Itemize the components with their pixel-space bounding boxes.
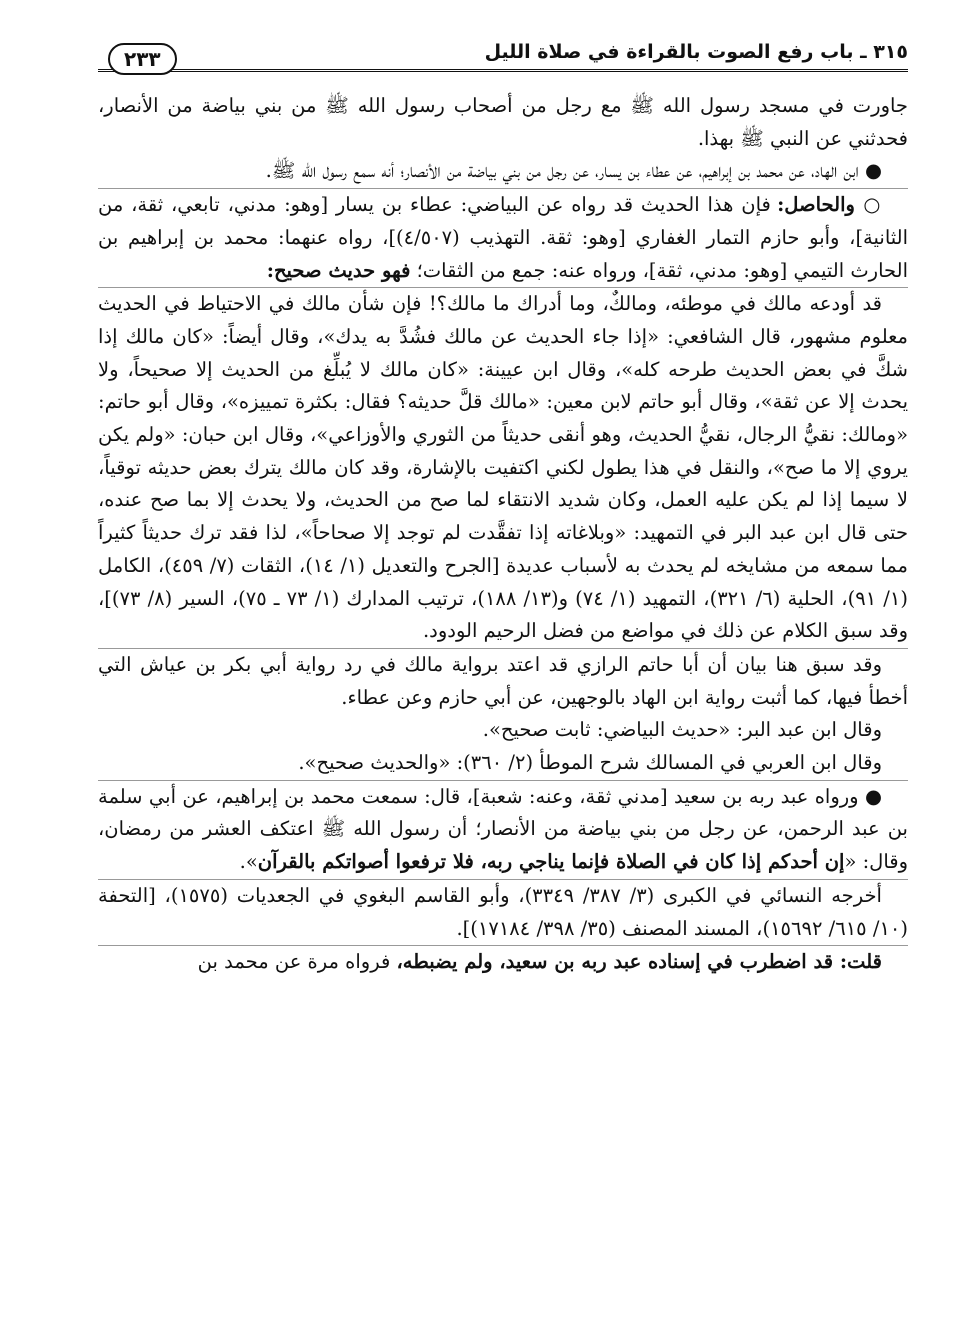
abd-rabbih-text: ● ورواه عبد ربه بن سعيد [مدني ثقة، وعنه: شعبة]، قال: سمعت محمد بن إبراهيم، عن أبي سلمة بن عبد الرحمن، عن رجل من بني بياضة من الأنصار؛ أن رسول الله ﷺ اعتكف العشر من رمضان، وقال: « xyxy=(98,784,908,874)
paragraph-abu-hatim: وقد سبق هنا بيان أن أبا حاتم الرازي قد اعتد برواية مالك في رد رواية أبي بكر بن عياش التي أخطأ فيها، كما أثبت رواية ابن الهاد بالوجهين، عن أبي حازم وعن عطاء. xyxy=(98,652,908,709)
conclusion-lead: قلت: قد اضطرب في إسناده عبد ربه بن سعيد، ولم يضبطه، xyxy=(396,950,882,974)
paragraph-summary xyxy=(98,189,908,287)
paragraph-abd-rabbih xyxy=(98,781,908,879)
paragraph-ibn-abd-albarr: وقال ابن عبد البر: «حديث البياضي: ثابت صحيح». xyxy=(482,718,882,742)
hadith-quote: إن أحدكم إذا كان في الصلاة فإنما يناجي ربه، فلا ترفعوا أصواتكم بالقرآن xyxy=(257,850,845,874)
page-number-badge: ٢٣٣ xyxy=(108,43,177,75)
summary-text: فإن هذا الحديث قد رواه عن البياضي: عطاء بن يسار [وهو: مدني، تابعي، ثقة، من الثانية]، وأبو حازم التمار الغفاري [وهو: ثقة. التهذيب (٤/٥٠٧)]، رواه عنهما: محمد بن إبراهيم بن الحارث التيمي [وهو: مدني، ثقة]، ورواه عنه: جمع من الثقات؛ xyxy=(98,193,909,282)
document-page xyxy=(98,28,908,1328)
hadith-quote-end: ». xyxy=(239,850,258,874)
summary-verdict: فهو حديث صحيح: xyxy=(266,258,411,282)
paragraph-ibn-alarabi: وقال ابن العربي في المسالك شرح الموطأ (٢/ ٣٦٠): «والحديث صحيح». xyxy=(298,751,882,775)
paragraph-continuation: جاورت في مسجد رسول الله ﷺ مع رجل من أصحاب رسول الله ﷺ من بني بياضة من الأنصار، فحدثني عن النبي ﷺ بهذا. xyxy=(98,94,908,150)
paragraph-conclusion xyxy=(98,946,908,979)
conclusion-text: فرواه مرة عن محمد بن xyxy=(197,950,397,974)
running-title: ٣١٥ ـ باب رفع الصوت بالقراءة في صلاة الليل xyxy=(484,41,908,63)
header-double-rule xyxy=(98,69,908,72)
page-header xyxy=(98,28,908,76)
body-text xyxy=(98,90,908,979)
paragraph-malik: قد أودعه مالك في موطئه، ومالكٌ، وما أدراك ما مالك؟! فإن شأن مالك في الاحتياط في الحديث معلوم مشهور، قال الشافعي: «إذا جاء الحديث عن مالك فشُدَّ به يدك»، وقال أيضاً: «كان مالك إذا شكَّ في بعض الحديث طرحه كله»، وقال ابن عيينة: «كان مالك لا يُبلِّغ من الحديث إلا صحيحاً، ولا يحدث إلا عن ثقة»، وقال أبو حاتم لابن معين: «مالك قلَّ حديثه؟ فقال: بكثرة تمييزه»، وقال أبو حاتم: «ومالك: نقيُّ الرجال، نقيُّ الحديث، وهو أنقى حديثاً من الثوري والأوزاعي»، وقال ابن حبان: «ولم يكن يروي إلا ما صح»، والنقل في هذا يطول لكني اكتفيت بالإشارة، وقد كان مالك يترك بعض حديثه توقياً، لا سيما إذا لم يكن عليه العمل، وكان شديد الانتقاء لما صح من الحديث، ولا يحدث إلا بما صح عنده، حتى قال ابن عبد البر في التمهيد: «وبلاغاته إذا تفقَّدت لم توجد إلا صحاحاً»، لذا فقد ترك حديثاً كثيراً مما سمعه من مشايخه لم يحدث به لأسباب عديدة [الجرح والتعديل (١/ ١٤)، الثقات (٧/ ٤٥٩)، الكامل (١/ ٩١)، الحلية (٦/ ٣٢١)، التمهيد (١/ ٧٤) و(١٣/ ١٨٨)، ترتيب المدارك (١/ ٧٣ ـ ٧٥)، السير (٨/ ٧٣)]، وقد سبق الكلام عن ذلك في مواضع من فضل الرحيم الودود. xyxy=(98,292,909,643)
paragraph-takhrij: أخرجه النسائي في الكبرى (٣/ ٣٨٧/ ٣٣٤٩)، وأبو القاسم البغوي في الجعديات (١٥٧٥)، [التحفة (١٠/ ٦١٥/ ١٥٦٩٢)، المسند المصنف (٣٥/ ٣٩٨/ ١٧١٨٤)]. xyxy=(98,883,908,940)
paragraph-chain-ibn-alhad: ● ابن الهاد، عن محمد بن إبراهيم، عن عطاء بن يسار، عن رجل من بني بياضة من الأنصار؛ أنه سمع رسول الله ﷺ. xyxy=(265,159,882,183)
summary-lead: ○ والحاصل: xyxy=(777,193,882,217)
